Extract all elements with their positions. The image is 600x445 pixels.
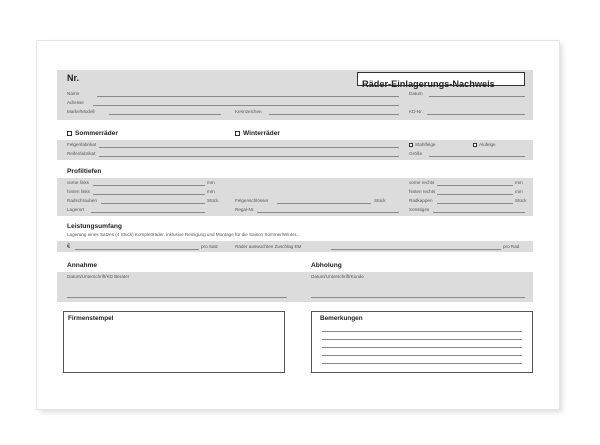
name-line[interactable] bbox=[97, 96, 399, 97]
storage-location-line[interactable] bbox=[91, 212, 205, 213]
form-sheet bbox=[36, 40, 560, 410]
remarks-line[interactable] bbox=[322, 363, 522, 364]
wheel-bolts-unit: Stück bbox=[207, 198, 219, 203]
front-right-unit: mm bbox=[515, 180, 523, 185]
storage-location-label: Lagerort bbox=[67, 207, 85, 212]
euro-symbol: € bbox=[67, 244, 71, 250]
summer-tires-checkbox[interactable] bbox=[67, 131, 72, 136]
tire-make-label: Reifenfabrikat bbox=[67, 151, 96, 156]
summer-tires-label: Sommerräder bbox=[75, 130, 118, 137]
company-stamp-label: Firmenstempel bbox=[68, 315, 114, 322]
service-scope-heading: Leistungsumfang bbox=[67, 223, 122, 230]
shelf-nr-label: Regal-Nr. bbox=[235, 207, 255, 212]
size-label: Größe bbox=[409, 151, 423, 156]
wash-surcharge-line[interactable] bbox=[331, 249, 501, 250]
address-line[interactable] bbox=[93, 105, 399, 106]
remarks-line[interactable] bbox=[322, 331, 522, 332]
company-stamp-box[interactable] bbox=[63, 311, 285, 373]
front-right-line[interactable] bbox=[437, 185, 513, 186]
alloy-rim-checkbox[interactable] bbox=[473, 143, 477, 147]
make-model-label: Marke/Modell bbox=[67, 109, 95, 114]
name-label: Name bbox=[67, 91, 80, 96]
remarks-line[interactable] bbox=[322, 347, 522, 348]
front-left-unit: mm bbox=[207, 180, 215, 185]
size-line[interactable] bbox=[429, 156, 525, 157]
winter-tires-checkbox[interactable] bbox=[235, 131, 240, 136]
rim-locks-line[interactable] bbox=[277, 203, 371, 204]
wash-surcharge-label: Räder auswuchten Zuschlag EM bbox=[235, 244, 302, 249]
make-model-line[interactable] bbox=[109, 114, 221, 115]
rear-left-label: hinten links bbox=[67, 189, 90, 194]
rim-make-line[interactable] bbox=[99, 147, 399, 148]
rear-left-unit: mm bbox=[207, 189, 215, 194]
rim-band bbox=[57, 140, 533, 160]
pickup-heading: Abholung bbox=[311, 262, 342, 269]
service-description: Lagerung eines Satzes (4 Stück) Kompletträder, inklusive Reinigung und Montage für die Saison Sommer/Winter... bbox=[67, 232, 300, 237]
per-wheel-label: pro Rad bbox=[503, 244, 520, 249]
hub-caps-unit: Stück bbox=[515, 198, 527, 203]
steel-rim-checkbox[interactable] bbox=[409, 143, 413, 147]
other-line[interactable] bbox=[433, 212, 525, 213]
address-label: Adresse bbox=[67, 100, 84, 105]
rear-right-unit: mm bbox=[515, 189, 523, 194]
kd-nr-line[interactable] bbox=[427, 114, 525, 115]
rim-make-label: Felgenfabrikat bbox=[67, 142, 97, 147]
front-right-label: vorne rechts bbox=[409, 180, 435, 185]
tire-make-line[interactable] bbox=[99, 156, 399, 157]
form-title-box bbox=[357, 72, 525, 89]
price-per-set-label: pro Satz bbox=[201, 244, 219, 249]
wheel-bolts-line[interactable] bbox=[101, 203, 205, 204]
pickup-signature-line[interactable] bbox=[311, 297, 525, 298]
kd-nr-label: KD-Nr. bbox=[409, 109, 423, 114]
acceptance-signature-line[interactable] bbox=[67, 297, 287, 298]
rear-left-line[interactable] bbox=[93, 194, 205, 195]
pickup-sign-label: Datum/Unterschrift/Kunde bbox=[311, 274, 364, 279]
plate-line[interactable] bbox=[269, 114, 399, 115]
remarks-line[interactable] bbox=[322, 339, 522, 340]
tread-band bbox=[57, 178, 533, 216]
form-title: Räder-Einlagerungs-Nachweis bbox=[362, 79, 495, 89]
remarks-box[interactable] bbox=[311, 311, 533, 373]
rear-right-label: hinten rechts bbox=[409, 189, 436, 194]
steel-rim-label: Stahlfelge bbox=[415, 142, 436, 147]
nr-label: Nr. bbox=[67, 73, 80, 83]
rim-locks-unit: Stück bbox=[374, 198, 386, 203]
date-label: Datum bbox=[409, 91, 423, 96]
acceptance-sign-label: Datum/Unterschrift/KD Berater bbox=[67, 274, 130, 279]
price-per-set-line[interactable] bbox=[75, 249, 199, 250]
hub-caps-label: Radkappen bbox=[409, 198, 433, 203]
other-label: Sonstiges bbox=[409, 207, 430, 212]
remarks-line[interactable] bbox=[322, 355, 522, 356]
wheel-bolts-label: Radschrauben bbox=[67, 198, 97, 203]
front-left-label: vorne links bbox=[67, 180, 89, 185]
remarks-label: Bemerkungen bbox=[320, 315, 363, 322]
date-line[interactable] bbox=[429, 96, 525, 97]
front-left-line[interactable] bbox=[93, 185, 205, 186]
acceptance-heading: Annahme bbox=[67, 262, 98, 269]
rear-right-line[interactable] bbox=[437, 194, 513, 195]
plate-label: Kennzeichen bbox=[235, 109, 262, 114]
hub-caps-line[interactable] bbox=[437, 203, 513, 204]
rim-locks-label: Felgenschlösser bbox=[235, 198, 269, 203]
alloy-rim-label: Alufelge bbox=[479, 142, 496, 147]
shelf-nr-line[interactable] bbox=[257, 212, 399, 213]
winter-tires-label: Winterräder bbox=[243, 130, 280, 137]
tread-depth-heading: Profiltiefen bbox=[67, 168, 102, 175]
